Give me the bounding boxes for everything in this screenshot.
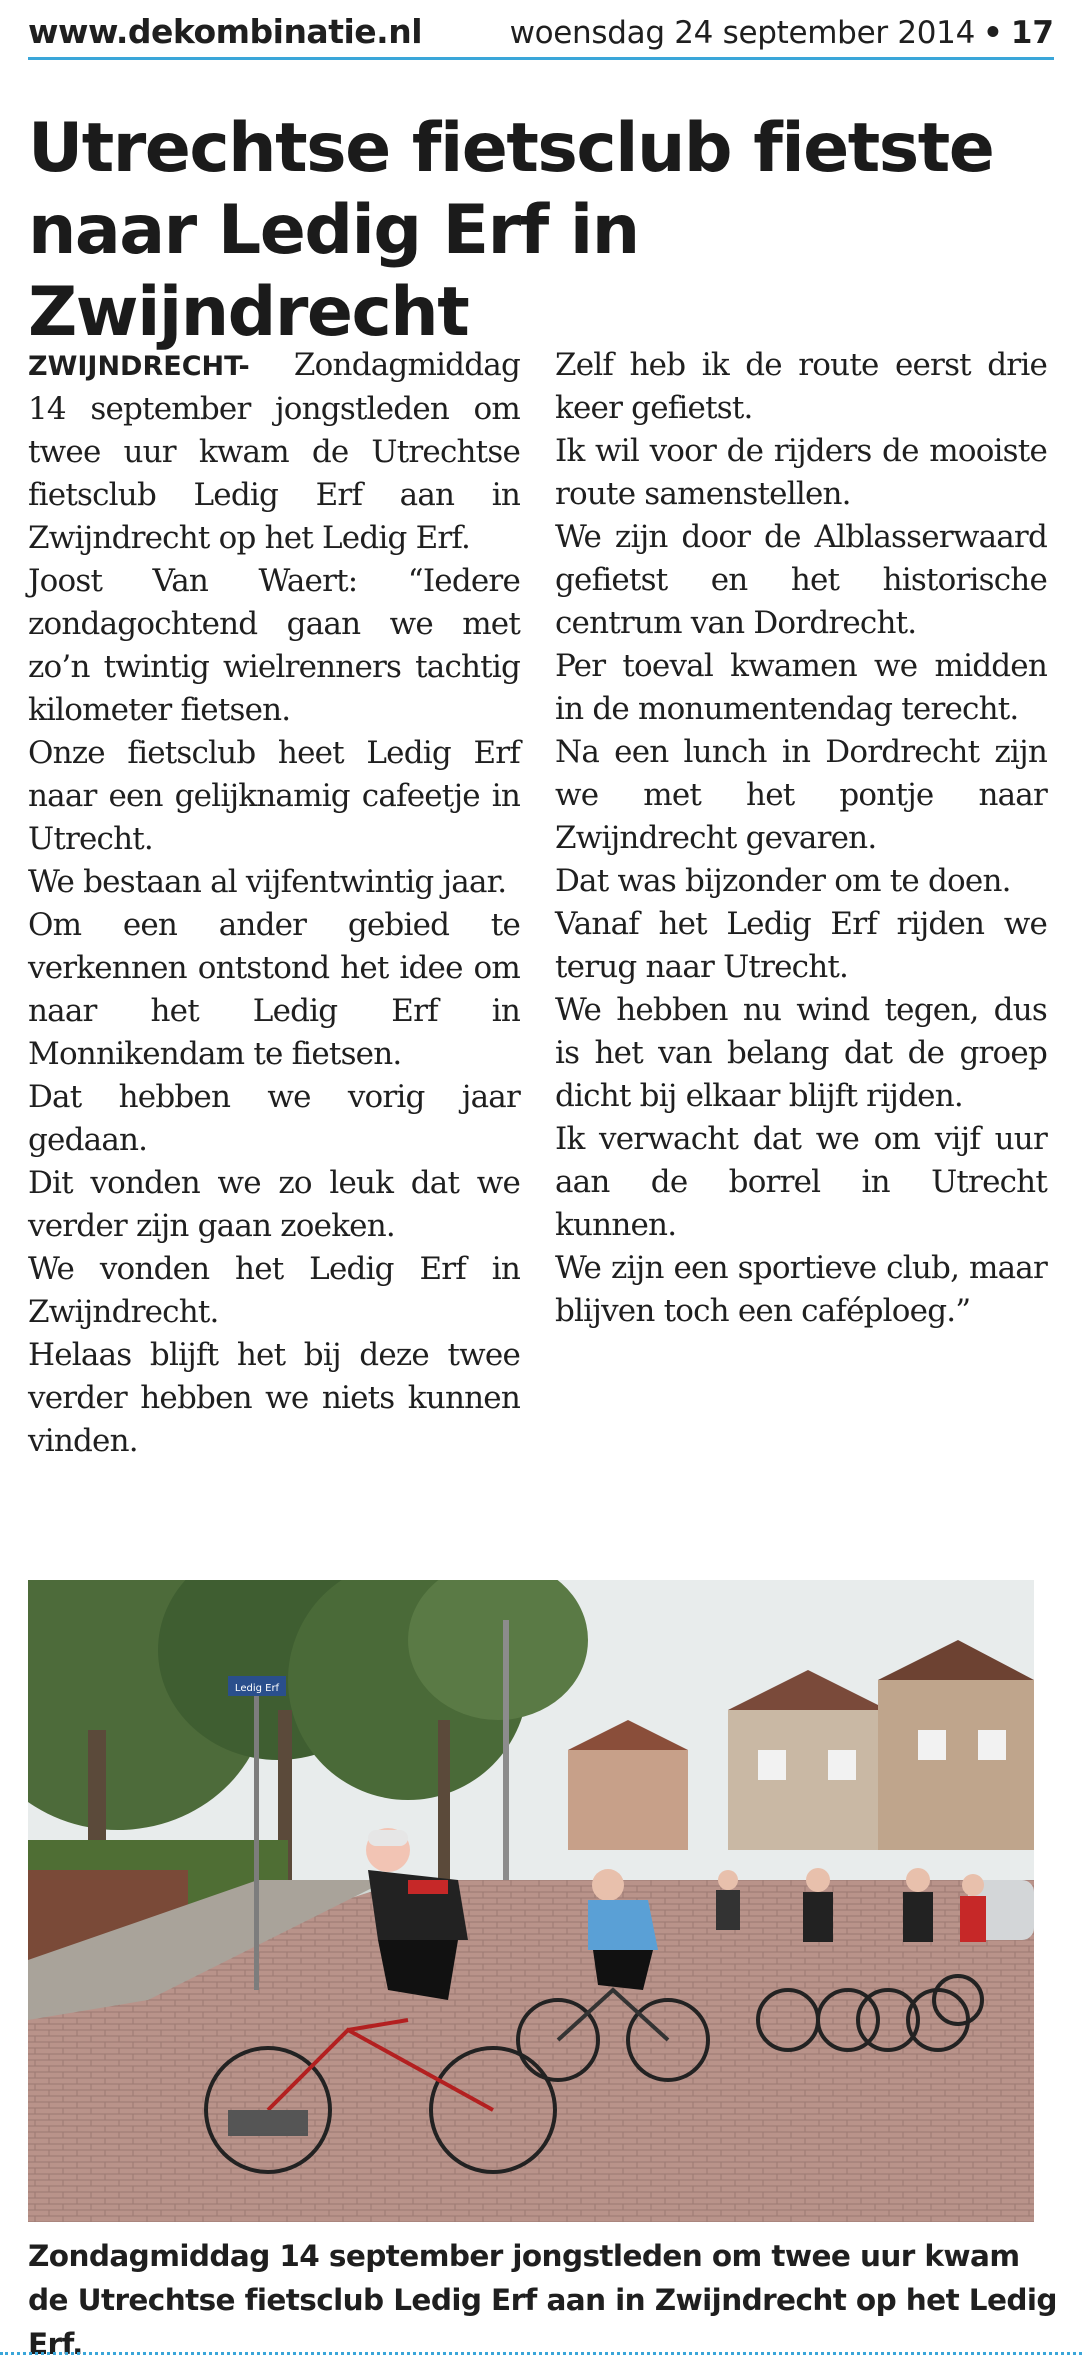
article-paragraph: Vanaf het Ledig Erf rijden we terug naar Utrecht. <box>555 906 1047 985</box>
bottom-divider <box>0 2352 1082 2355</box>
issue-date: woensdag 24 september 2014 <box>509 15 976 51</box>
cyclists-photo-illustration <box>28 1580 1034 2222</box>
header-info <box>510 15 1054 51</box>
article-paragraph: We zijn een sportieve club, maar blijven toch een caféploeg.” <box>555 1250 1047 1329</box>
article-column-left <box>28 344 520 1463</box>
article-photo <box>28 1580 1034 2222</box>
headline-line-1: Utrechtse fietsclub fietste <box>28 109 994 188</box>
article-paragraph: Na een lunch in Dordrecht zijn we met het pontje naar Zwijndrecht gevaren. <box>555 734 1047 856</box>
article-paragraph: Dit vonden we zo leuk dat we verder zijn gaan zoeken. <box>28 1165 520 1244</box>
article-paragraph: We zijn door de Alblasserwaard gefietst en het historische centrum van Dordrecht. <box>555 519 1047 641</box>
article-paragraph: Zelf heb ik de route eerst drie keer gefietst. <box>555 347 1047 426</box>
header-separator: • <box>983 15 1003 51</box>
street-sign-text: Ledig Erf <box>234 1683 280 1694</box>
masthead <box>28 8 1054 60</box>
street-lamp <box>503 1620 509 1880</box>
article-paragraph: Ik verwacht dat we om vijf uur aan de borrel in Utrecht kunnen. <box>555 1121 1047 1243</box>
article-paragraph: Ik wil voor de rijders de mooiste route samenstellen. <box>555 433 1047 512</box>
article-paragraph: Per toeval kwamen we midden in de monumentendag terecht. <box>555 648 1047 727</box>
drain-grate <box>228 2110 308 2136</box>
article-paragraph: Dat was bijzonder om te doen. <box>555 863 1011 899</box>
headline-line-2: naar Ledig Erf in Zwijndrecht <box>28 191 639 352</box>
article-paragraph: Joost Van Waert: “Iedere zondagochtend gaan we met zo’n twintig wielrenners tachtig kilometer fietsen. <box>28 563 520 728</box>
article-paragraph: Helaas blijft het bij deze twee verder hebben we niets kunnen vinden. <box>28 1337 520 1459</box>
article-paragraph: Om een ander gebied te verkennen ontstond het idee om naar het Ledig Erf in Monnikendam te fietsen. <box>28 907 520 1072</box>
article-headline <box>28 108 1058 354</box>
paragraph-text: Zondagmiddag 14 september jongstleden om twee uur kwam de Utrechtse fietsclub Ledig Erf aan in Zwijndrecht op het Ledig Erf. <box>28 347 520 556</box>
article-paragraph: Dat hebben we vorig jaar gedaan. <box>28 1079 520 1158</box>
page-number: 17 <box>1010 15 1054 51</box>
article-paragraph: We hebben nu wind tegen, dus is het van belang dat de groep dicht bij elkaar blijft rijden. <box>555 992 1047 1114</box>
dateline: ZWIJNDRECHT- <box>28 351 250 382</box>
article-paragraph: We bestaan al vijfentwintig jaar. <box>28 864 507 900</box>
site-url: www.dekombinatie.nl <box>28 12 423 51</box>
article-paragraph: Onze fietsclub heet Ledig Erf naar een gelijknamig cafeetje in Utrecht. <box>28 735 520 857</box>
article-paragraph <box>28 344 520 560</box>
article-column-right <box>555 344 1047 1333</box>
photo-caption: Zondagmiddag 14 september jongstleden om twee uur kwam de Utrechtse fietsclub Ledig Erf aan in Zwijndrecht op het Ledig Erf. <box>28 2239 1057 2361</box>
article-paragraph: We vonden het Ledig Erf in Zwijndrecht. <box>28 1251 520 1330</box>
